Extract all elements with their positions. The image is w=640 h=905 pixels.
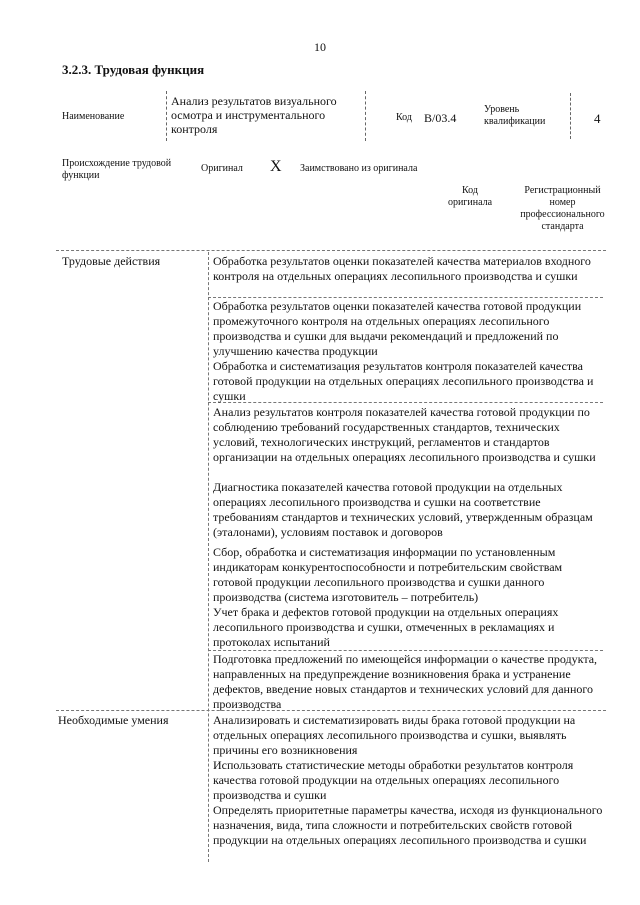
borrowed-label: Заимствовано из оригинала — [300, 163, 418, 174]
labor-action-item: Учет брака и дефектов готовой продукции на отдельных операциях лесопильного производства и сушки, отмеченных в рекламациях и протоколах испытаний — [213, 605, 559, 649]
labor-action-item: Обработка результатов оценки показателей качества материалов входного контроля на отдельных операциях лесопильного производства и сушки — [213, 254, 591, 283]
name-label: Наименование — [62, 111, 125, 122]
skills-label: Необходимые умения — [58, 713, 169, 727]
labor-action-item: Сбор, обработка и систематизация информации по установленным индикаторам конкурентоспособности и потребительским свойствам готовой продукции лесопильного производства и сушки данного производства (система изготовитель – потребитель) — [213, 545, 563, 604]
function-name: Анализ результатов визуального осмотра и инструментального контроля — [166, 91, 366, 141]
table-divider — [208, 252, 209, 862]
table-top-line — [56, 250, 606, 251]
labor-action-item: Анализ результатов контроля показателей качества готовой продукции по соблюдению требований государственных стандартов, технических условий, технологических инструкций, регламентов и стандартов организации на отдельных операциях лесопильного производства и сушки — [213, 405, 596, 464]
skill-item: Анализировать и систематизировать виды брака готовой продукции на отдельных операциях лесопильного производства и сушки, выявлять причины его возникновения — [213, 713, 576, 757]
original-label: Оригинал — [201, 163, 243, 174]
skill-item: Использовать статистические методы обработки результатов контроля качества готовой продукции на отдельных операциях лесопильного производства и сушки — [213, 758, 574, 802]
original-x-mark: X — [270, 158, 282, 175]
labor-action-item: Подготовка предложений по имеющейся информации о качестве продукта, направленных на предупреждение возникновения брака и устранение дефектов, введение новых стандартов и технических условий для данного производства — [213, 652, 598, 711]
reg-number-label: Регистрационный номер профессионального стандарта — [520, 185, 605, 232]
level-box — [570, 93, 609, 139]
labor-action-item: Обработка результатов оценки показателей качества готовой продукции промежуточного контроля на отдельных операциях лесопильного производства и сушки для выдачи рекомендаций и предложений по улучшению качества продукции — [213, 299, 582, 358]
code-original-label: Код оригинала — [447, 185, 493, 208]
page-number: 10 — [314, 40, 326, 54]
labor-action-item: Обработка и систематизация результатов контроля показателей качества готовой продукции на отдельных операциях лесопильного производства и сушки — [213, 359, 594, 403]
row-divider — [208, 650, 603, 651]
row-divider — [208, 297, 603, 298]
level-value: 4 — [594, 111, 601, 126]
code-value: B/03.4 — [424, 111, 457, 125]
skill-item: Определять приоритетные параметры качества, исходя из функционального назначения, вида, типа сложности и потребительских свойств готовой продукции на отдельных операциях лесопильного производства и сушки — [213, 803, 603, 847]
labor-action-item: Диагностика показателей качества готовой продукции на отдельных операциях лесопильного производства и сушки на соответствие требованиям стандартов и технических условий, утвержденным образцам (эталонами), условиям поставок и договоров — [213, 480, 593, 539]
labor-actions-label: Трудовые действия — [62, 254, 161, 268]
origin-label: Происхождение трудовой функции — [62, 158, 172, 181]
section-title: 3.2.3. Трудовая функция — [62, 62, 205, 77]
level-label: Уровень квалификации — [484, 104, 546, 127]
code-label: Код — [396, 112, 412, 123]
